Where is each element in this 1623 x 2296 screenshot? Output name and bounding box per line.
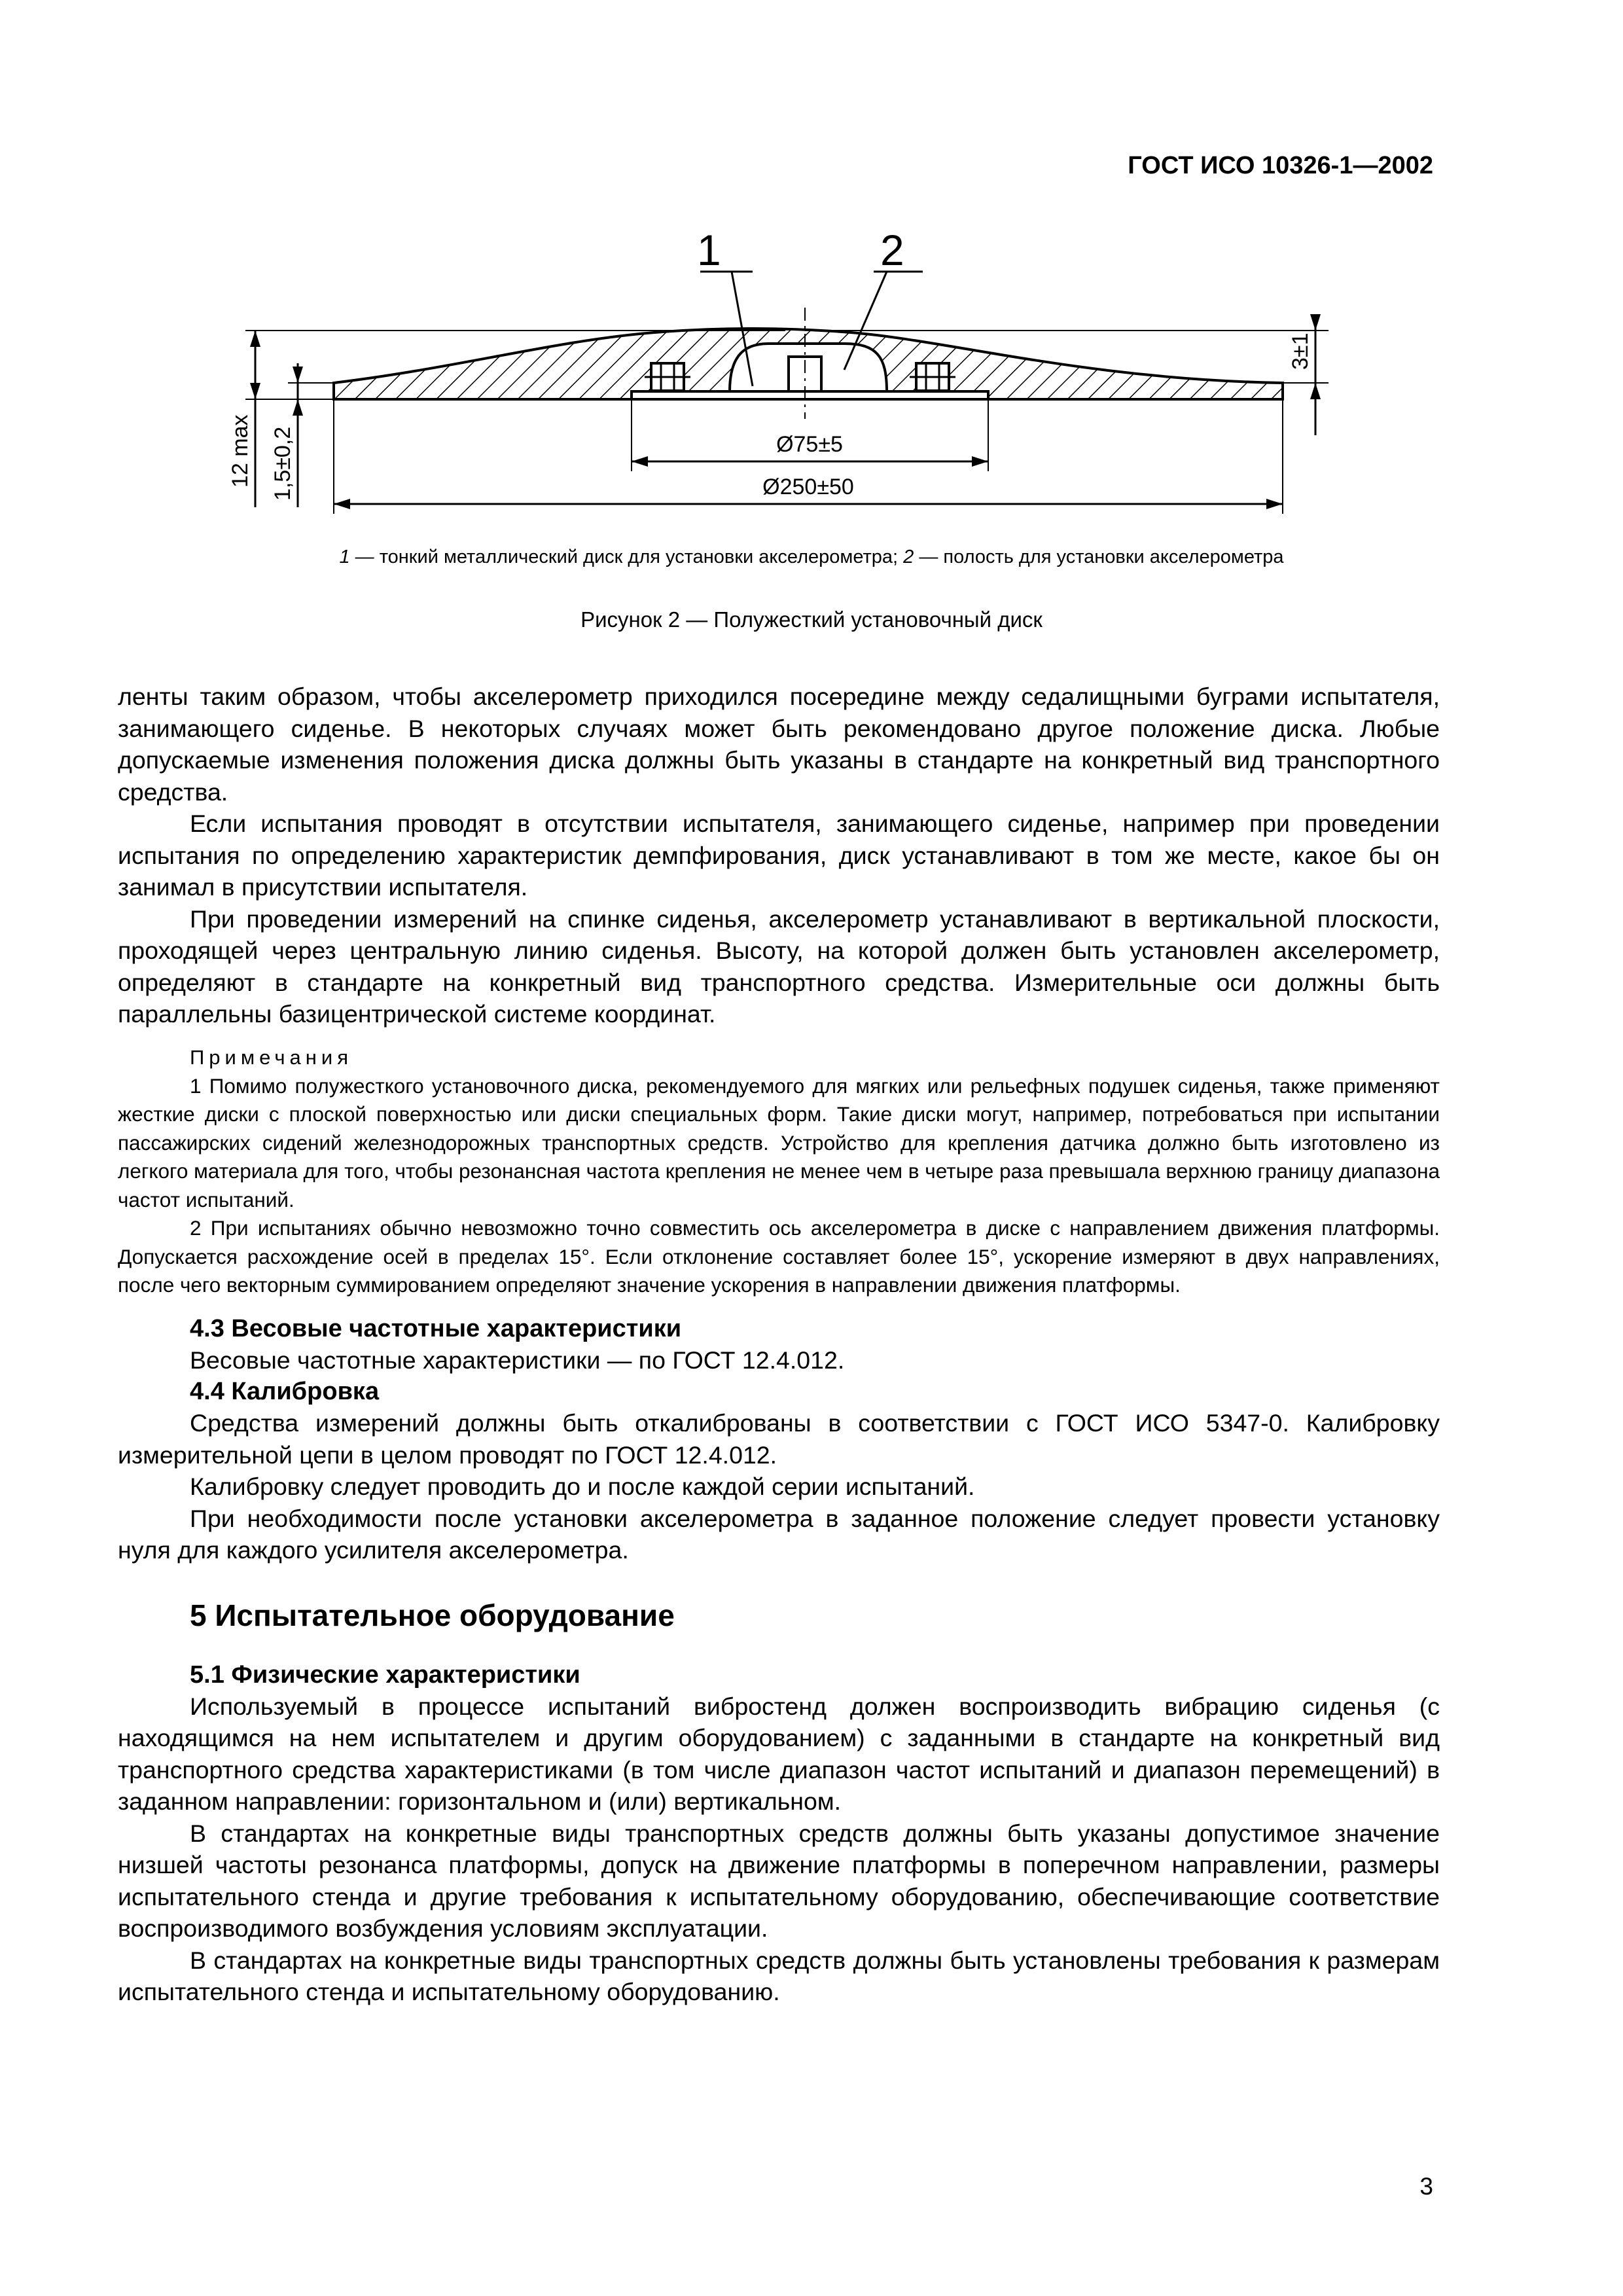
paragraph: При проведении измерений на спинке сиденья, акселерометр устанавливают в вертикальной плоскости, проходящей через центральную линию сиденья. Высоту, на которой должен быть установлен акселерометр, определяют в стандарте на конкретный вид транспортного средства. Измерительные оси должны быть параллельны базицентрической системе координат. bbox=[118, 905, 1440, 1028]
notes-heading: Примечания bbox=[190, 1045, 353, 1069]
body-text-block-1 bbox=[118, 681, 1440, 2008]
left-bolt bbox=[645, 363, 690, 391]
figure-legend: 1 — тонкий металлический диск для установки акселерометра; 2 — полость для установки акселерометра bbox=[339, 547, 1284, 567]
section-heading-5: 5 Испытательное оборудование bbox=[190, 1598, 675, 1632]
document-code: ГОСТ ИСО 10326-1—2002 bbox=[1128, 152, 1433, 179]
paragraph: Средства измерений должны быть откалиброваны в соответствии с ГОСТ ИСО 5347-0. Калибровку измерительной цепи в целом проводят по ГОСТ 12.4.012. bbox=[118, 1409, 1440, 1469]
callout-2: 2 bbox=[880, 226, 904, 274]
paragraph: Если испытания проводят в отсутствии испытателя, занимающего сиденье, например при проведении испытания по определению характеристик демпфирования, диск устанавливают в том же месте, какое бы он занимал в присутствии испытателя. bbox=[118, 810, 1440, 901]
section-heading-4-4: 4.4 Калибровка bbox=[190, 1378, 380, 1405]
dim-thickness: 1,5±0,2 bbox=[270, 426, 295, 501]
paragraph: Весовые частотные характеристики — по ГОСТ 12.4.012. bbox=[190, 1346, 845, 1374]
note-1: 1 Помимо полужесткого установочного диска, рекомендуемого для мягких или рельефных подушек сиденья, также применяют жесткие диски с плоской поверхностью или диски специальных форм. Такие диски могут, например, потребоваться при испытании пассажирских сидений железнодорожных транспортных средств. Устройство для крепления датчика должно быть изготовлено из легкого материала для того, чтобы резонансная частота крепления не менее чем в четыре раза превышала верхнюю границу диапазона частот испытаний. bbox=[118, 1073, 1440, 1211]
paragraph: При необходимости после установки акселерометра в заданное положение следует провести установку нуля для каждого усилителя акселерометра. bbox=[118, 1504, 1440, 1564]
section-heading-5-1: 5.1 Физические характеристики bbox=[190, 1660, 580, 1689]
paragraph: В стандартах на конкретные виды транспортных средств должны быть установлены требования к размерам испытательного стенда и испытательному оборудованию. bbox=[118, 1946, 1440, 2005]
seat-pad-figure bbox=[0, 0, 1623, 556]
dim-outer-diameter: Ø250±50 bbox=[762, 475, 854, 499]
paragraph: Используемый в процессе испытаний вибростенд должен воспроизводить вибрацию сиденья (с находящимся на нем испытателем и другим оборудованием) с заданными в стандарте на конкретный вид транспортного средства характеристиками (в том числе диапазон частот испытаний и диапазон перемещений) в заданном направлении: горизонтальном и (или) вертикальном. bbox=[118, 1692, 1440, 1815]
dim-inner-diameter: Ø75±5 bbox=[776, 432, 843, 457]
paragraph: ленты таким образом, чтобы акселерометр приходился посередине между седалищными буграми испытателя, занимающего сиденье. В некоторых случаях может быть рекомендовано другое положение диска. Любые допускаемые изменения положения диска должны быть указаны в стандарте на конкретный вид транспортного средства. bbox=[118, 683, 1440, 806]
page-number: 3 bbox=[1419, 2173, 1433, 2200]
section-heading-4-3: 4.3 Весовые частотные характеристики bbox=[190, 1314, 682, 1342]
dim-cavity: 3±1 bbox=[1288, 332, 1313, 370]
dim-height-max: 12 max bbox=[228, 414, 253, 488]
paragraph: В стандартах на конкретные виды транспортных средств должны быть указаны допустимое значение низшей частоты резонанса платформы, допуск на движение платформы в поперечном направлении, размеры испытательного стенда и другие требования к испытательному оборудованию, обеспечивающие соответствие воспроизводимого возбуждения условиям эксплуатации. bbox=[118, 1819, 1440, 1942]
right-bolt bbox=[910, 363, 955, 391]
figure-caption: Рисунок 2 — Полужесткий установочный диск bbox=[580, 607, 1043, 632]
note-2: 2 При испытаниях обычно невозможно точно совместить ось акселерометра в диске с направлением движения платформы. Допускается расхождение осей в пределах 15°. Если отклонение составляет более 15°, ускорение измеряют в двух направлениях, после чего векторным суммированием определяют значение ускорения в направлении движения платформы. bbox=[118, 1216, 1440, 1297]
paragraph: Калибровку следует проводить до и после каждой серии испытаний. bbox=[190, 1473, 975, 1500]
callout-1: 1 bbox=[697, 226, 721, 274]
